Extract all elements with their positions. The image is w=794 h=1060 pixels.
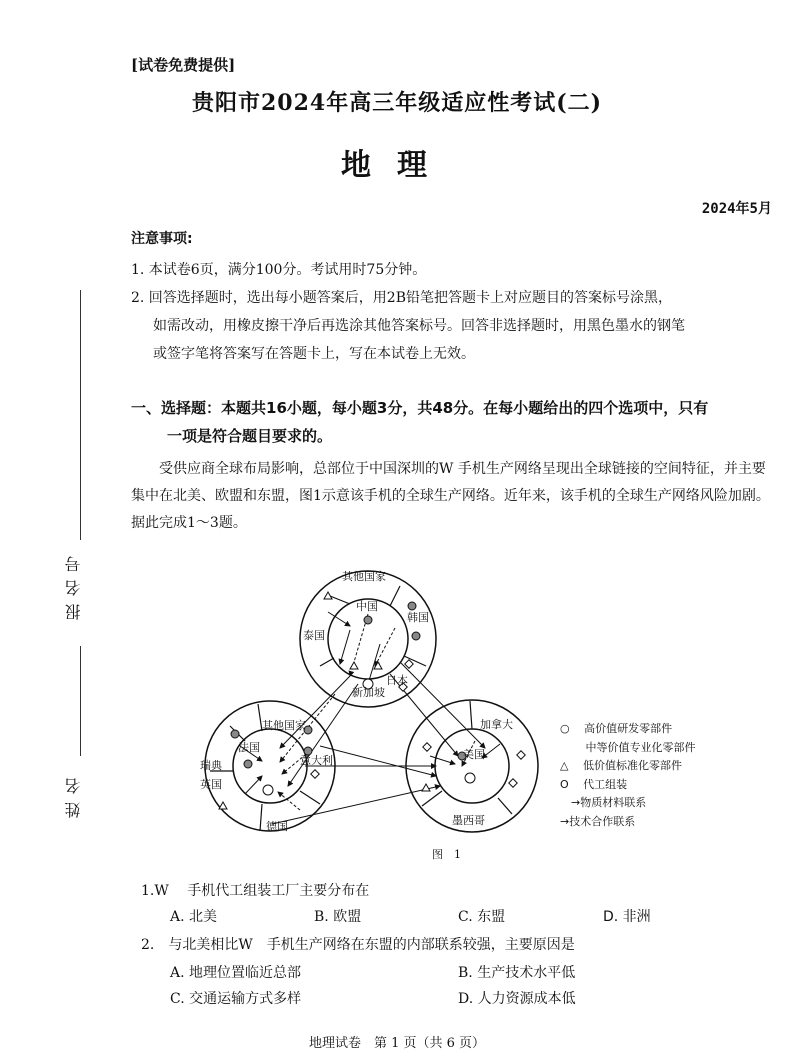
q1-option-c[interactable]: C. 东盟	[458, 909, 506, 925]
q2-option-b[interactable]: B. 生产技术水平低	[458, 965, 576, 981]
label-uk: 英国	[200, 778, 222, 791]
label-sweden: 瑞典	[200, 759, 222, 772]
label-usa: 美国	[463, 748, 485, 761]
section-heading	[131, 394, 776, 450]
free-tag: [试卷免费提供]	[131, 56, 236, 74]
label-singapore: 新加坡	[352, 686, 385, 699]
legend-item-tech-link: →技术合作联系	[560, 814, 636, 828]
label-korea: 韩国	[407, 611, 429, 624]
legend-item-assembly: O 代工组装	[560, 777, 628, 791]
q2-option-d[interactable]: D. 人力资源成本低	[458, 991, 576, 1007]
label-italy: 意大利	[300, 754, 333, 767]
label-other-top: 其他国家	[342, 570, 386, 583]
notes-heading: 注意事项:	[131, 231, 193, 247]
label-china: 中国	[356, 600, 378, 613]
note-1: 1. 本试卷6页，满分100分。考试用时75分钟。	[131, 262, 427, 278]
exam-title: 贵阳市2024年高三年级适应性考试(二)	[191, 90, 603, 116]
figure-caption: 图 1	[432, 848, 461, 861]
q1-option-d[interactable]: D. 非洲	[603, 909, 651, 925]
label-france: 法国	[238, 741, 260, 754]
legend-item-material-link: →物质材料联系	[571, 796, 647, 809]
section-heading-line-2: 一项是符合题目要求的。	[167, 427, 333, 445]
question-1-stem: 1.W 手机代工组装工厂主要分布在	[141, 883, 370, 899]
q1-option-a[interactable]: A. 北美	[170, 909, 218, 925]
note-2	[131, 284, 771, 368]
label-other-left: 其他国家	[262, 719, 306, 732]
question-2-stem: 2. 与北美相比W 手机生产网络在东盟的内部联系较强，主要原因是	[141, 937, 575, 953]
binding-line-top	[80, 290, 81, 540]
label-japan: 日本	[386, 674, 408, 687]
legend-item-low-value: △ 低价值标准化零部件	[560, 759, 682, 772]
section-heading-line-1: 一、选择题：本题共16小题，每小题3分，共48分。在每小题给出的四个选项中，只有	[131, 399, 709, 417]
production-network-diagram	[200, 566, 560, 846]
q1-option-b[interactable]: B. 欧盟	[314, 909, 362, 925]
question-intro: 受供应商全球布局影响，总部位于中国深圳的W 手机生产网络呈现出全球链接的空间特征，并主要集中在北美、欧盟和东盟，图1示意该手机的全球生产网络。近年来，该手机的全球生产网络风险加剧。据此完成1～3题。	[131, 461, 770, 531]
note-2-line-1: 2. 回答选择题时，选出每小题答案后，用2B铅笔把答题卡上对应题目的答案标号涂黑，	[131, 290, 673, 306]
q2-option-a[interactable]: A. 地理位置临近总部	[170, 965, 302, 981]
exam-date: 2024年5月	[701, 201, 772, 217]
binding-line-mid	[80, 646, 81, 756]
side-label-baoming: 报名号	[64, 548, 83, 620]
label-mexico: 墨西哥	[452, 814, 485, 827]
label-canada: 加拿大	[480, 718, 513, 731]
namerica-inner-circle	[435, 729, 509, 803]
q2-option-c[interactable]: C. 交通运输方式多样	[170, 991, 302, 1007]
figure-legend	[560, 720, 696, 831]
label-germany: 德国	[266, 820, 288, 833]
side-label-xingming: 姓名	[64, 770, 83, 818]
note-2-line-3: 或签字笔将答案写在答题卡上，写在本试卷上无效。	[153, 346, 475, 362]
legend-item-high-value: ○ 高价值研发零部件	[560, 722, 673, 735]
page-footer: 地理试卷 第 1 页（共 6 页）	[308, 1036, 486, 1051]
subject-title: 地理	[341, 148, 453, 183]
note-2-line-2: 如需改动，用橡皮擦干净后再选涂其他答案标号。回答非选择题时，用黑色墨水的钢笔	[153, 318, 685, 334]
label-thailand: 泰国	[303, 629, 325, 642]
legend-item-mid-value: 中等价值专业化零部件	[585, 740, 696, 754]
